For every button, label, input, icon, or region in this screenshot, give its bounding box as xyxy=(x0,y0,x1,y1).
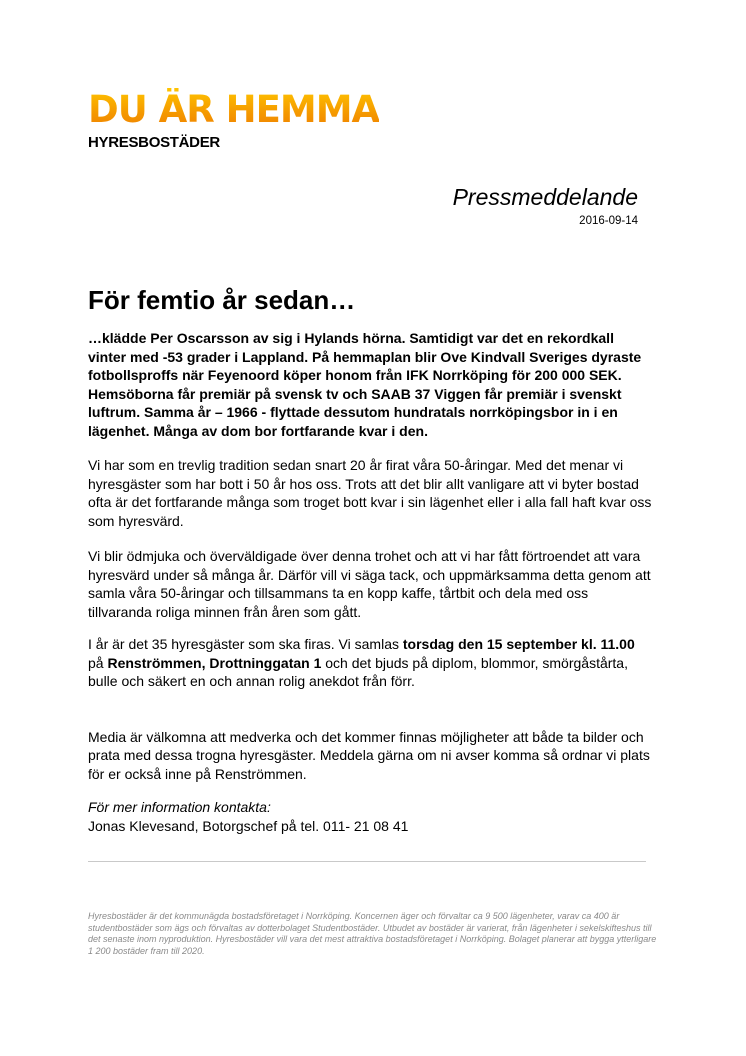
contact-label: För mer information kontakta: xyxy=(88,799,271,815)
contact-block xyxy=(88,798,653,835)
lead-paragraph: …klädde Per Oscarsson av sig i Hylands hörna. Samtidigt var det en rekordkall vinter med -53 grader i Lappland. På hemmaplan blir Ove Kindvall Sveriges dyraste fotbollsproffs när Feyenoord köper honom från IFK Norrköping för 200 000 SEK. Hemsöborna får premiär på svensk tv och SAAB 37 Viggen får premiär i svenskt luftrum. Samma år – 1966 - flyttade dessutom hundratals norrköpingsbor in i en lägenhet. Många av dom bor fortfarande kvar i den. xyxy=(88,330,642,439)
company-name: HYRESBOSTÄDER xyxy=(88,134,220,151)
event-intro: I år är det 35 hyresgäster som ska firas. Vi samlas xyxy=(88,636,403,652)
event-location: Renströmmen, Drottninggatan 1 xyxy=(107,654,322,671)
contact-person: Jonas Klevesand, Botorgschef på tel. 011- 21 08 41 xyxy=(88,817,409,834)
event-outro: och det bjuds på diplom, blommor, smörgåstårta, bulle och säkert en och annan rolig anekdot från förr. xyxy=(88,654,628,689)
footer-divider xyxy=(88,861,646,862)
paragraph-tradition: Vi har som en trevlig tradition sedan snart 20 år firat våra 50-åringar. Med det menar vi hyresgäster som har bott i 50 år hos oss. Trots att det blir allt vanligare att vi byter bostad ofta är det fortfarande många som troget bott kvar i sin lägenhet eller i alla fall haft kvar oss som hyresvärd. xyxy=(88,457,652,529)
paragraph-gratitude: Vi blir ödmjuka och överväldigade över denna trohet och att vi har fått förtroendet att vara hyresvärd under så många år. Därför vill vi säga tack, och uppmärksamma detta genom att samla våra 50-åringar och tillsammans ta en kopp kaffe, tårtbit och dela med oss tillvaranda roliga minnen från åren som gått. xyxy=(88,548,651,620)
document-type: Pressmeddelande xyxy=(452,184,638,210)
document-date: 2016-09-14 xyxy=(579,215,638,227)
event-datetime: torsdag den 15 september kl. 11.00 xyxy=(402,636,635,652)
press-release-body xyxy=(88,329,653,835)
paragraph-event xyxy=(88,635,653,691)
logo: DU ÄR HEMMA xyxy=(88,88,380,131)
event-mid: på xyxy=(88,654,108,671)
headline: För femtio år sedan… xyxy=(88,285,356,315)
paragraph-media: Media är välkomna att medverka och det kommer finnas möjligheter att både ta bilder och prata med dessa trogna hyresgäster. Meddela gärna om ni avser komma så ordnar vi plats för er också inne på Renströmmen. xyxy=(88,728,650,782)
company-boilerplate: Hyresbostäder är det kommunägda bostadsföretaget i Norrköping. Koncernen äger och förvaltar ca 9 500 lägenheter, varav ca 400 är studentbostäder som ägs och förvaltas av dotterbolaget Studentbostäder. Utbudet av bostäder är varierat, från lägenheter i sekelskifteshus till det senaste inom nyproduktion. Hyresbostäder vill vara det mest attraktiva bostadsföretaget i Norrköping. Bolaget planerar att bygga ytterligare 1 200 bostäder fram till 2020. xyxy=(88,911,657,956)
